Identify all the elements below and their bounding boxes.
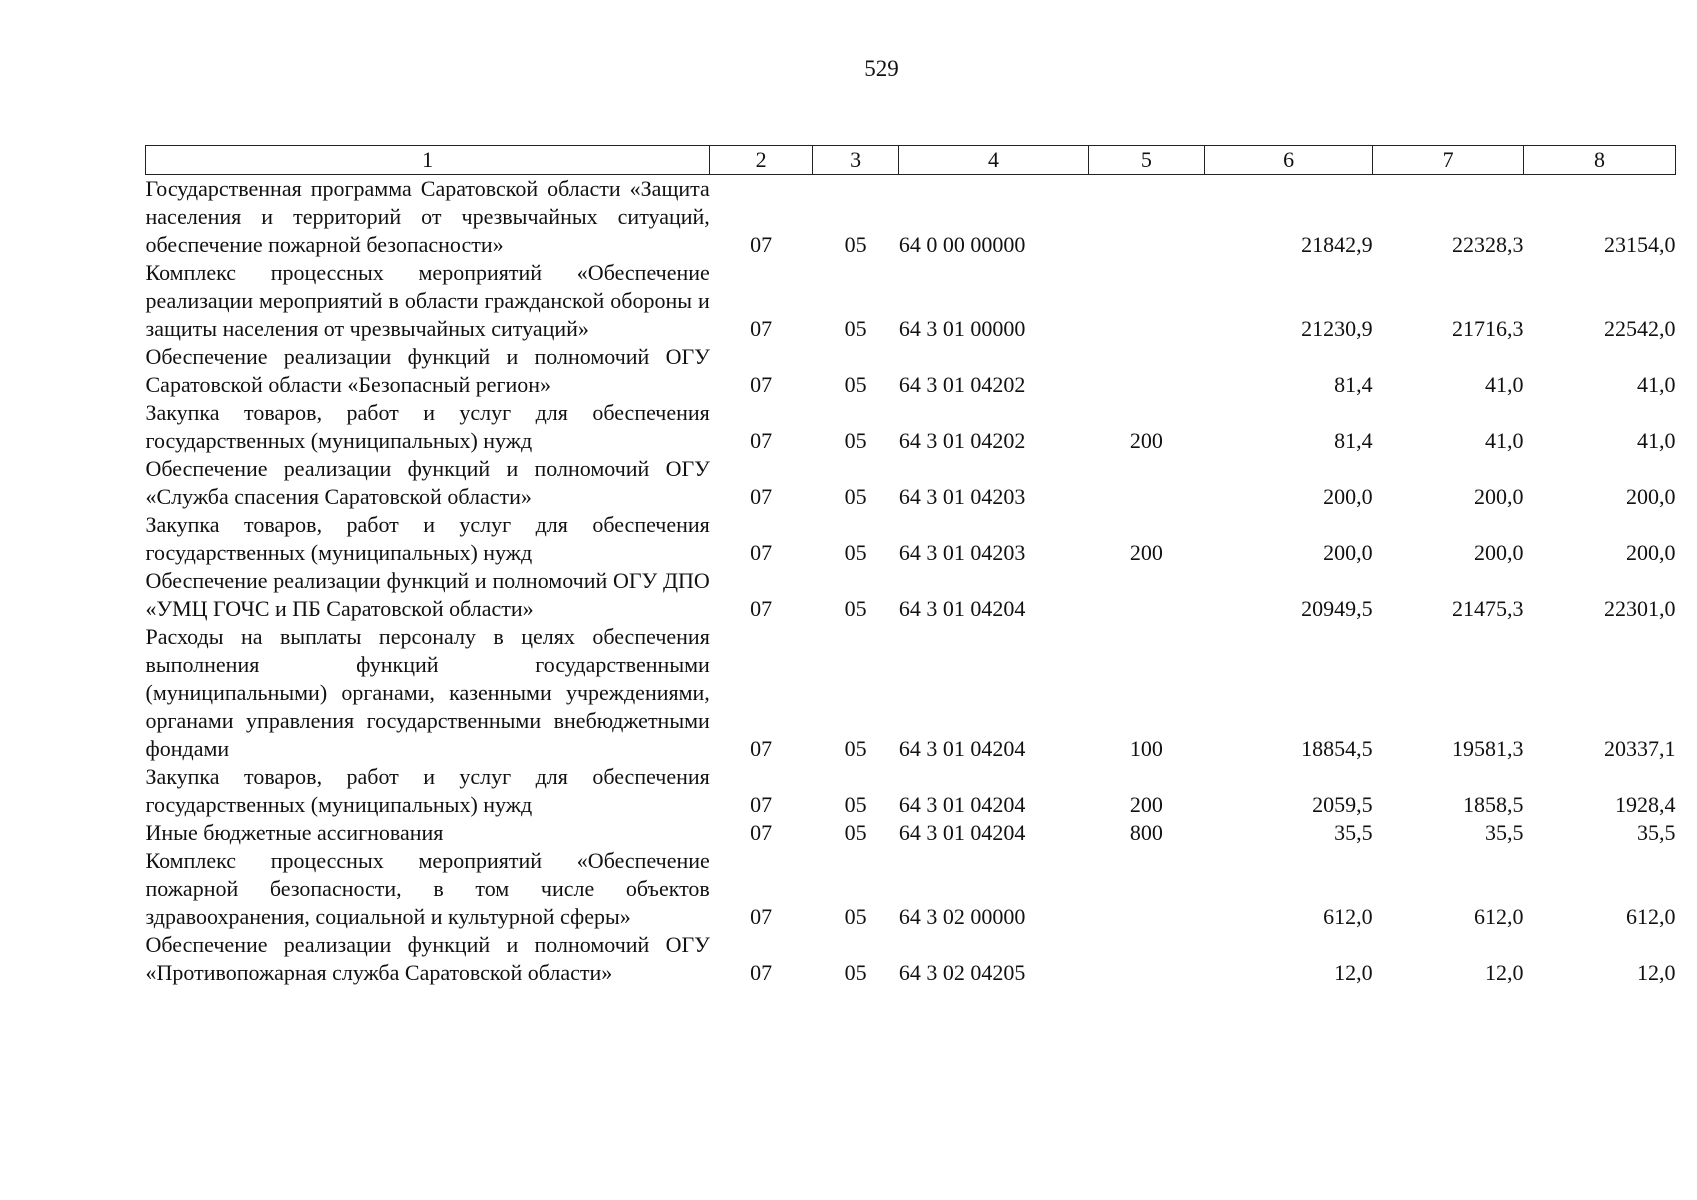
row-expense-type	[1088, 931, 1205, 987]
row-target-article: 64 3 01 04202	[898, 372, 1026, 397]
row-amount-col7: 612,0	[1474, 904, 1524, 929]
row-expense-type	[1088, 343, 1205, 399]
row-target-article: 64 3 01 04203	[898, 540, 1026, 565]
row-amount-col7: 21475,3	[1452, 596, 1524, 621]
table-row	[146, 763, 1676, 819]
row-target-article: 64 3 01 04204	[898, 792, 1026, 817]
row-section: 07	[750, 316, 773, 341]
header-col-1: 1	[146, 146, 710, 175]
row-amount-col6: 81,4	[1334, 372, 1373, 397]
page-number: 529	[864, 56, 899, 81]
row-subsection: 05	[844, 820, 867, 845]
row-name: Комплекс процессных мероприятий «Обеспечение реализации мероприятий в области гражданской обороны и защиты населения от чрезвычайных ситуаций»	[145, 260, 710, 341]
row-expense-type	[1088, 175, 1205, 260]
row-amount-col7: 41,0	[1485, 372, 1524, 397]
row-name: Закупка товаров, работ и услуг для обеспечения государственных (муниципальных) нужд	[145, 764, 710, 817]
table-row	[146, 455, 1676, 511]
table-row	[146, 819, 1676, 847]
row-amount-col7: 19581,3	[1452, 736, 1524, 761]
row-target-article: 64 3 01 04202	[898, 428, 1026, 453]
row-amount-col6: 200,0	[1323, 540, 1373, 565]
row-name: Обеспечение реализации функций и полномочий ОГУ ДПО «УМЦ ГОЧС и ПБ Саратовской области»	[145, 568, 710, 621]
row-expense-type	[1088, 259, 1205, 343]
row-amount-col8: 22301,0	[1604, 596, 1676, 621]
row-amount-col8: 1928,4	[1615, 792, 1676, 817]
row-subsection: 05	[844, 596, 867, 621]
row-amount-col7: 200,0	[1474, 484, 1524, 509]
row-subsection: 05	[844, 372, 867, 397]
table-row	[146, 511, 1676, 567]
row-amount-col8: 41,0	[1637, 372, 1676, 397]
row-section: 07	[750, 596, 773, 621]
row-amount-col8: 23154,0	[1604, 232, 1676, 257]
row-amount-col6: 21842,9	[1301, 232, 1373, 257]
row-amount-col8: 35,5	[1637, 820, 1676, 845]
table-row	[146, 623, 1676, 763]
row-section: 07	[750, 904, 773, 929]
row-target-article: 64 3 01 04203	[898, 484, 1026, 509]
row-amount-col7: 200,0	[1474, 540, 1524, 565]
budget-table	[145, 145, 1676, 987]
header-col-7: 7	[1373, 146, 1524, 175]
row-target-article: 64 3 02 00000	[898, 904, 1026, 929]
row-expense-type: 200	[1129, 428, 1163, 453]
row-name: Государственная программа Саратовской области «Защита населения и территорий от чрезвычайных ситуаций, обеспечение пожарной безопасности»	[145, 176, 710, 257]
row-target-article: 64 3 02 04205	[898, 960, 1026, 985]
row-expense-type	[1088, 567, 1205, 623]
row-subsection: 05	[844, 316, 867, 341]
table-row	[146, 567, 1676, 623]
row-name: Обеспечение реализации функций и полномочий ОГУ Саратовской области «Безопасный регион»	[145, 344, 710, 397]
row-name: Закупка товаров, работ и услуг для обеспечения государственных (муниципальных) нужд	[145, 400, 710, 453]
table-row	[146, 399, 1676, 455]
row-section: 07	[750, 792, 773, 817]
row-subsection: 05	[844, 428, 867, 453]
row-section: 07	[750, 820, 773, 845]
row-expense-type: 200	[1129, 792, 1163, 817]
row-name: Иные бюджетные ассигнования	[145, 820, 444, 845]
row-subsection: 05	[844, 232, 867, 257]
row-target-article: 64 3 01 04204	[898, 820, 1026, 845]
row-name: Обеспечение реализации функций и полномочий ОГУ «Служба спасения Саратовской области»	[145, 456, 710, 509]
table-row	[146, 847, 1676, 931]
row-amount-col6: 612,0	[1323, 904, 1373, 929]
row-target-article: 64 0 00 00000	[898, 232, 1026, 257]
row-amount-col6: 2059,5	[1312, 792, 1373, 817]
row-amount-col8: 20337,1	[1604, 736, 1676, 761]
header-col-2: 2	[710, 146, 813, 175]
row-amount-col7: 41,0	[1485, 428, 1524, 453]
header-col-8: 8	[1524, 146, 1676, 175]
row-amount-col8: 200,0	[1626, 484, 1676, 509]
row-amount-col8: 22542,0	[1604, 316, 1676, 341]
row-amount-col8: 12,0	[1637, 960, 1676, 985]
row-name: Расходы на выплаты персоналу в целях обеспечения выполнения функций государственными (муниципальными) органами, казенными учреждениями, органами управления государственными внебюджетными фондами	[145, 624, 710, 761]
row-section: 07	[750, 232, 773, 257]
row-subsection: 05	[844, 540, 867, 565]
row-expense-type	[1088, 455, 1205, 511]
row-amount-col6: 21230,9	[1301, 316, 1373, 341]
header-col-4: 4	[899, 146, 1088, 175]
row-name: Комплекс процессных мероприятий «Обеспечение пожарной безопасности, в том числе объектов здравоохранения, социальной и культурной сферы»	[145, 848, 710, 929]
row-amount-col8: 41,0	[1637, 428, 1676, 453]
row-target-article: 64 3 01 04204	[898, 736, 1026, 761]
table-row	[146, 259, 1676, 343]
row-amount-col7: 21716,3	[1452, 316, 1524, 341]
row-name: Обеспечение реализации функций и полномочий ОГУ «Противопожарная служба Саратовской области»	[145, 932, 710, 985]
row-section: 07	[750, 428, 773, 453]
row-amount-col8: 200,0	[1626, 540, 1676, 565]
row-amount-col6: 81,4	[1334, 428, 1373, 453]
row-subsection: 05	[844, 792, 867, 817]
row-amount-col6: 200,0	[1323, 484, 1373, 509]
row-expense-type: 200	[1129, 540, 1163, 565]
row-expense-type: 100	[1129, 736, 1163, 761]
row-section: 07	[750, 736, 773, 761]
row-amount-col6: 35,5	[1334, 820, 1373, 845]
header-col-6: 6	[1205, 146, 1373, 175]
row-amount-col6: 20949,5	[1301, 596, 1373, 621]
table-row	[146, 931, 1676, 987]
row-section: 07	[750, 372, 773, 397]
row-subsection: 05	[844, 904, 867, 929]
row-expense-type: 800	[1129, 820, 1163, 845]
row-target-article: 64 3 01 04204	[898, 596, 1026, 621]
row-amount-col7: 35,5	[1485, 820, 1524, 845]
row-expense-type	[1088, 847, 1205, 931]
table-row	[146, 175, 1676, 260]
row-subsection: 05	[844, 736, 867, 761]
row-subsection: 05	[844, 960, 867, 985]
header-col-5: 5	[1088, 146, 1205, 175]
row-section: 07	[750, 960, 773, 985]
row-amount-col7: 22328,3	[1452, 232, 1524, 257]
row-amount-col6: 18854,5	[1301, 736, 1373, 761]
header-col-3: 3	[812, 146, 899, 175]
row-amount-col7: 12,0	[1485, 960, 1524, 985]
row-section: 07	[750, 540, 773, 565]
row-name: Закупка товаров, работ и услуг для обеспечения государственных (муниципальных) нужд	[145, 512, 710, 565]
row-amount-col7: 1858,5	[1463, 792, 1524, 817]
row-amount-col8: 612,0	[1626, 904, 1676, 929]
table-row	[146, 343, 1676, 399]
header-row	[146, 146, 1676, 175]
row-subsection: 05	[844, 484, 867, 509]
row-section: 07	[750, 484, 773, 509]
row-target-article: 64 3 01 00000	[898, 316, 1026, 341]
row-amount-col6: 12,0	[1334, 960, 1373, 985]
